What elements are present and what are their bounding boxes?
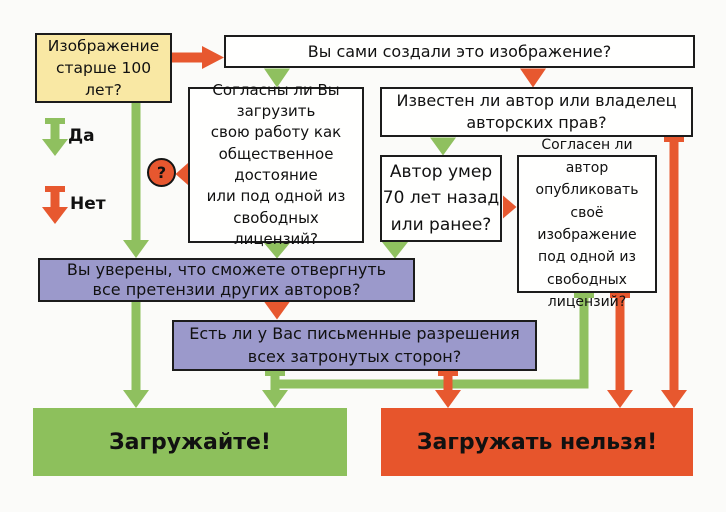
node-image-age — [35, 33, 172, 103]
conn-agrees-no-head — [607, 390, 633, 408]
conn-author-known-yes-arrow — [430, 138, 456, 156]
legend-yes-label: Да — [68, 126, 95, 146]
node-written-permissions-text: Есть ли у Вас письменные разрешения всех затронутых сторон? — [189, 324, 520, 366]
conn-age-yes-shaft — [132, 102, 141, 241]
node-author-died-70 — [380, 155, 502, 242]
node-upload-ok-text: Загружайте! — [109, 429, 271, 455]
conn-age-yes-head — [123, 240, 149, 258]
conn-died-no-arrow — [503, 196, 517, 219]
conn-reject-yes-head — [123, 390, 149, 408]
node-reject-claims — [38, 258, 415, 302]
node-created-yourself-text: Вы сами создали это изображение? — [307, 42, 612, 61]
conn-agree-no-arrow — [176, 163, 189, 185]
node-upload-forbidden — [381, 408, 693, 476]
conn-author-known-no-head — [661, 390, 687, 408]
conn-perm-yes-head — [262, 390, 288, 408]
node-written-permissions — [172, 320, 537, 371]
legend-no-label: Нет — [70, 194, 106, 214]
node-upload-ok — [33, 408, 347, 476]
conn-author-known-no-shaft — [670, 136, 679, 390]
node-author-known-text: Известен ли автор или владелец авторских прав? — [396, 91, 677, 132]
conn-age-no-head — [202, 46, 224, 69]
node-author-known — [380, 87, 693, 137]
node-upload-forbidden-text: Загружать нельзя! — [416, 429, 658, 455]
conn-reject-yes-shaft — [132, 301, 141, 390]
legend-yes-arrow-icon — [42, 118, 68, 156]
node-image-age-text: Изображение старше 100 лет? — [47, 37, 160, 99]
conn-perm-yes-shaft — [271, 370, 280, 390]
node-created-yourself — [224, 35, 695, 68]
legend-no-arrow-icon — [42, 186, 68, 224]
conn-perm-no-head — [435, 390, 461, 408]
question-mark-badge: ? — [147, 158, 176, 187]
node-reject-claims-text: Вы уверены, что сможете отвергнуть все претензии других авторов? — [66, 260, 387, 299]
node-author-died-70-text: Автор умер 70 лет назад или ранее? — [382, 161, 500, 235]
conn-reject-no-arrow — [264, 302, 290, 320]
conn-age-no-shaft — [172, 53, 204, 63]
conn-perm-no-shaft — [444, 370, 453, 390]
node-author-agrees-text: Согласен ли автор опубликовать своё изображение под одной из свободных лицензий? — [535, 137, 639, 311]
conn-died-yes-arrow — [382, 242, 408, 259]
node-agree-free-license — [188, 80, 364, 248]
node-agree-free-license-text: Согласны ли Вы загрузить свою работу как общественное достояние или под одной из свободных лицензий? — [206, 80, 346, 248]
node-author-agrees — [517, 137, 657, 311]
conn-created-no-arrow — [520, 69, 546, 88]
